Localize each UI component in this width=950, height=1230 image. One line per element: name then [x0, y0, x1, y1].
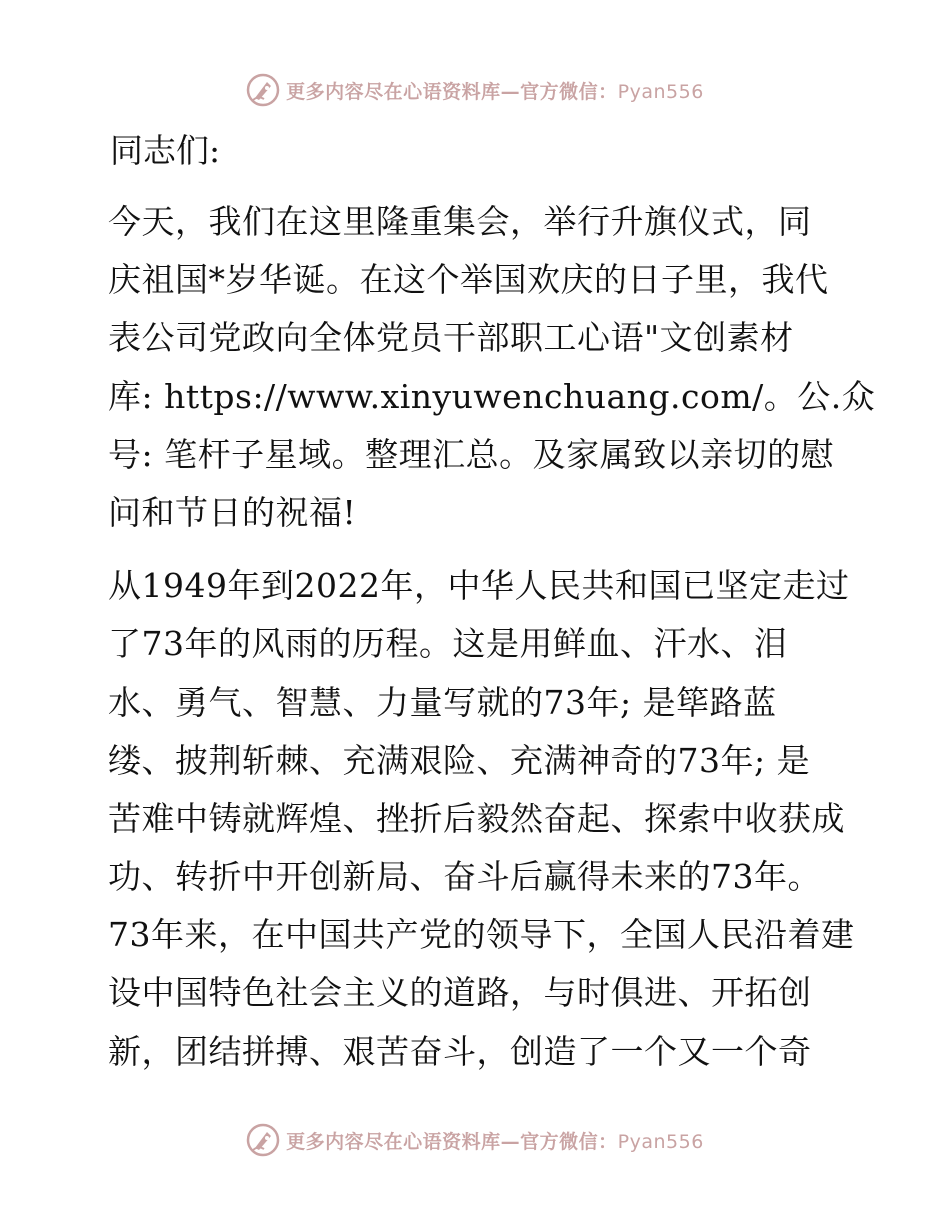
paragraph-line: 从1949年到2022年，中华人民共和国已坚定走过 [108, 566, 850, 606]
watermark-wechat-id: Pyan556 [617, 80, 704, 103]
paragraph-line: 水、勇气、智慧、力量写就的73年; 是筚路蓝 [108, 682, 777, 722]
paragraph-line: 设中国特色社会主义的道路，与时俱进、开拓创 [108, 973, 812, 1013]
paragraph-line: 缕、披荆斩棘、充满艰险、充满神奇的73年; 是 [108, 740, 811, 780]
pen-nib-logo-icon [246, 1123, 280, 1157]
paragraph-line: 库: https://www.xinyuwenchuang.com/。公.众 [108, 376, 876, 416]
watermark-text [286, 1127, 704, 1154]
header-watermark [0, 70, 950, 110]
watermark-label: 更多内容尽在心语资料库—官方微信： [286, 1130, 618, 1153]
paragraph-line: 庆祖国*岁华诞。在这个举国欢庆的日子里，我代 [108, 260, 829, 300]
paragraph-line: 了73年的风雨的历程。这是用鲜血、汗水、泪 [108, 624, 788, 664]
paragraph-line: 问和节日的祝福! [108, 492, 357, 532]
paragraph-line: 苦难中铸就辉煌、挫折后毅然奋起、探索中收获成 [108, 798, 845, 838]
paragraph-line: 号: 笔杆子星域。整理汇总。及家属致以亲切的慰 [108, 434, 835, 474]
paragraph-line: 表公司党政向全体党员干部职工心语"文创素材 [108, 318, 794, 358]
watermark-label: 更多内容尽在心语资料库—官方微信： [286, 80, 618, 103]
salutation: 同志们: [110, 131, 221, 170]
pen-nib-logo-icon [246, 73, 280, 107]
paragraph-line: 新，团结拼搏、艰苦奋斗，创造了一个又一个奇 [108, 1031, 812, 1071]
document-body [98, 122, 876, 1081]
watermark-wechat-id: Pyan556 [617, 1130, 704, 1153]
footer-watermark [0, 1120, 950, 1160]
paragraph-line: 今天，我们在这里隆重集会，举行升旗仪式，同 [108, 202, 812, 241]
paragraph-1 [98, 193, 876, 542]
paragraph-line: 73年来，在中国共产党的领导下，全国人民沿着建 [108, 915, 855, 955]
paragraph-line: 功、转折中开创新局、奋斗后赢得未来的73年。 [108, 857, 821, 897]
watermark-text [286, 77, 704, 104]
paragraph-2 [98, 557, 868, 1081]
